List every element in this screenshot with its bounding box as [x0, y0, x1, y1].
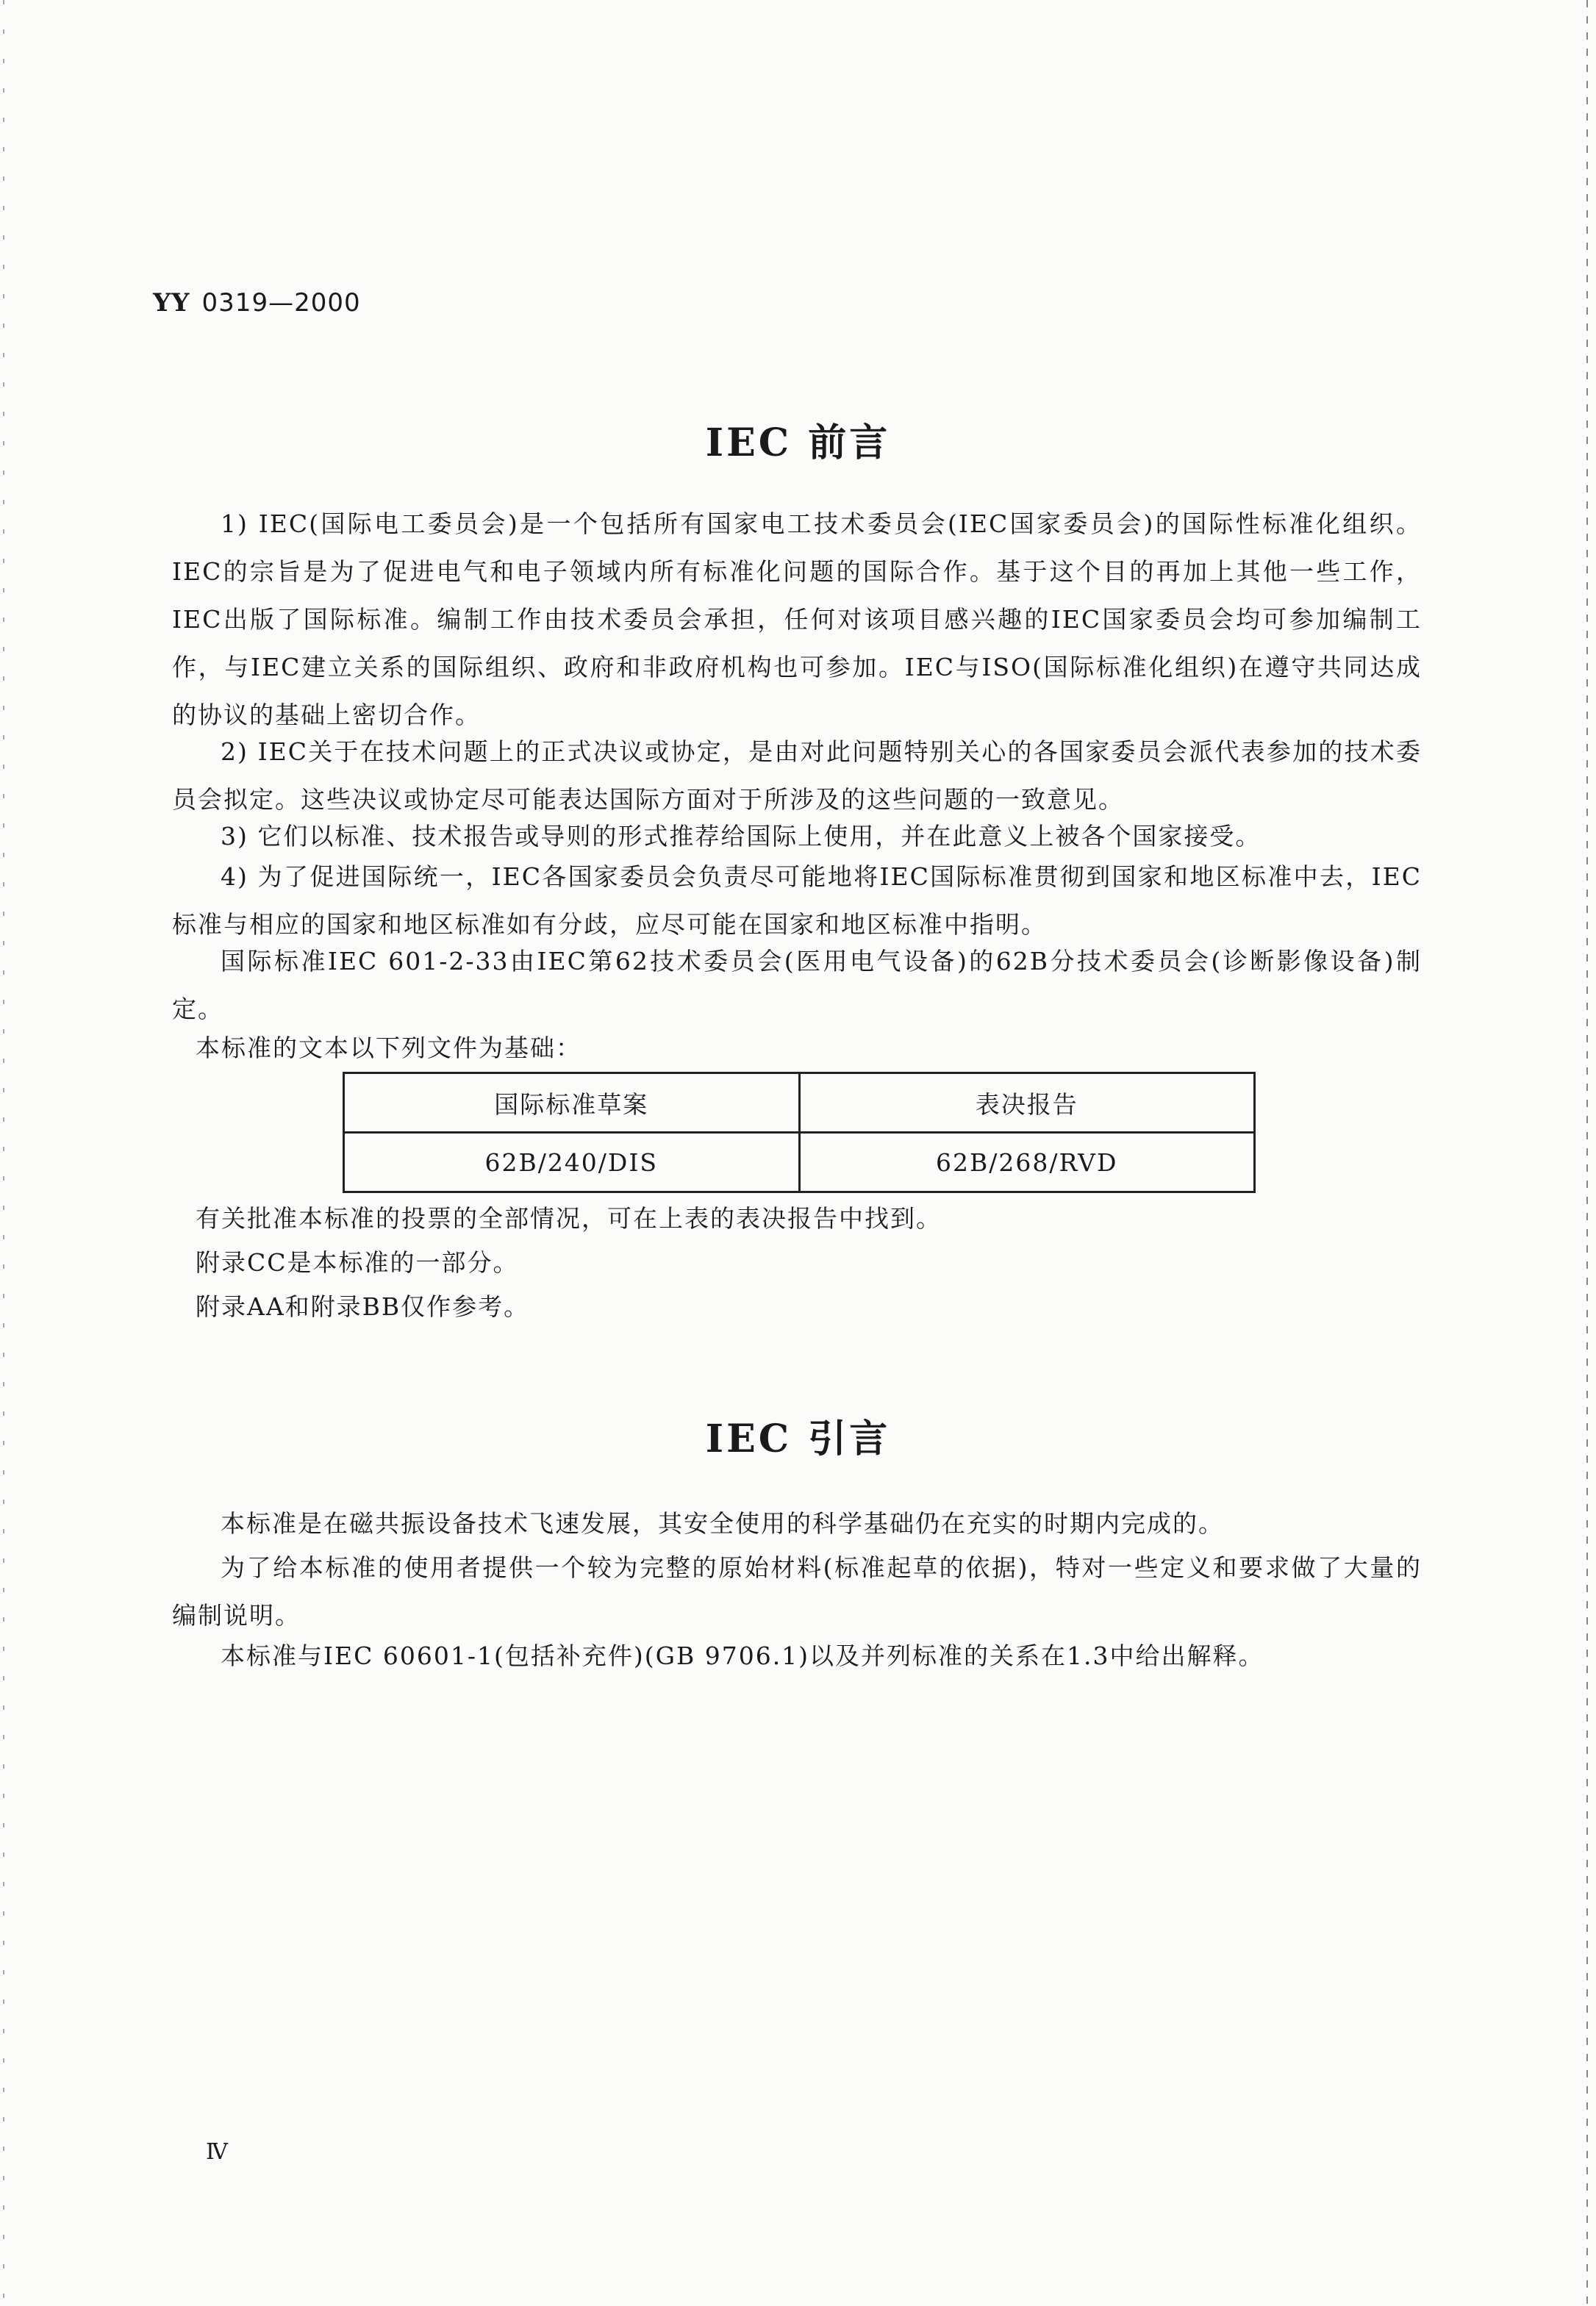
foreword-paragraph-2: 2) IEC关于在技术问题上的正式决议或协定，是由对此问题特别关心的各国家委员会派代表参加的技术委员会拟定。这些决议或协定尽可能表达国际方面对于所涉及的这些问题的一致意见。	[172, 737, 1422, 814]
introduction-paragraph-2: 为了给本标准的使用者提供一个较为完整的原始材料(标准起草的依据)，特对一些定义和要求做了大量的编制说明。	[172, 1553, 1422, 1630]
foreword-paragraph-1: 1) IEC(国际电工委员会)是一个包括所有国家电工技术委员会(IEC国家委员会)的国际性标准化组织。IEC的宗旨是为了促进电气和电子领域内所有标准化问题的国际合作。基于这个目的再加上其他一些工作，IEC出版了国际标准。编制工作由技术委员会承担，任何对该项目感兴趣的IEC国家委员会均可参加编制工作，与IEC建立关系的国际组织、政府和非政府机构也可参加。IEC与ISO(国际标准化组织)在遵守共同达成的协议的基础上密切合作。	[172, 509, 1422, 729]
after-table-line-3: 附录AA和附录BB仅作参考。	[196, 1292, 530, 1321]
foreword-paragraph-3: 3) 它们以标准、技术报告或导则的形式推荐给国际上使用，并在此意义上被各个国家接受。	[221, 822, 1262, 851]
basis-intro: 本标准的文本以下列文件为基础：	[196, 1034, 581, 1062]
scan-edge-left	[3, 0, 4, 2306]
standard-prefix: YY	[153, 288, 190, 318]
table-row	[344, 1133, 1255, 1192]
after-table-line-2: 附录CC是本标准的一部分。	[196, 1248, 519, 1277]
foreword-paragraph-4: 4) 为了促进国际统一，IEC各国家委员会负责尽可能地将IEC国际标准贯彻到国家和地区标准中去，IEC标准与相应的国家和地区标准如有分歧，应尽可能在国家和地区标准中指明。	[172, 862, 1422, 939]
standard-number	[153, 288, 361, 318]
table-header-row	[344, 1073, 1255, 1133]
after-table-line-1: 有关批准本标准的投票的全部情况，可在上表的表决报告中找到。	[196, 1204, 942, 1233]
introduction-title: IEC 引言	[705, 1417, 891, 1461]
table-cell-vote-report: 62B/268/RVD	[799, 1133, 1255, 1192]
basis-documents-table	[343, 1072, 1256, 1193]
foreword-paragraph-5: 国际标准IEC 601-2-33由IEC第62技术委员会(医用电气设备)的62B分技术委员会(诊断影像设备)制定。	[172, 947, 1422, 1023]
page-number: Ⅳ	[206, 2139, 228, 2165]
introduction-paragraph-3: 本标准与IEC 60601-1(包括补充件)(GB 9706.1)以及并列标准的关系在1.3中给出解释。	[221, 1641, 1264, 1670]
standard-code: 0319—2000	[201, 288, 361, 318]
table-cell-draft: 62B/240/DIS	[344, 1133, 800, 1192]
foreword-title: IEC 前言	[705, 420, 891, 465]
table-header-vote-report: 表决报告	[799, 1073, 1255, 1133]
table-header-draft: 国际标准草案	[344, 1073, 800, 1133]
introduction-paragraph-1: 本标准是在磁共振设备技术飞速发展，其安全使用的科学基础仍在充实的时期内完成的。	[221, 1509, 1224, 1538]
scan-edge-right	[1586, 0, 1588, 2306]
